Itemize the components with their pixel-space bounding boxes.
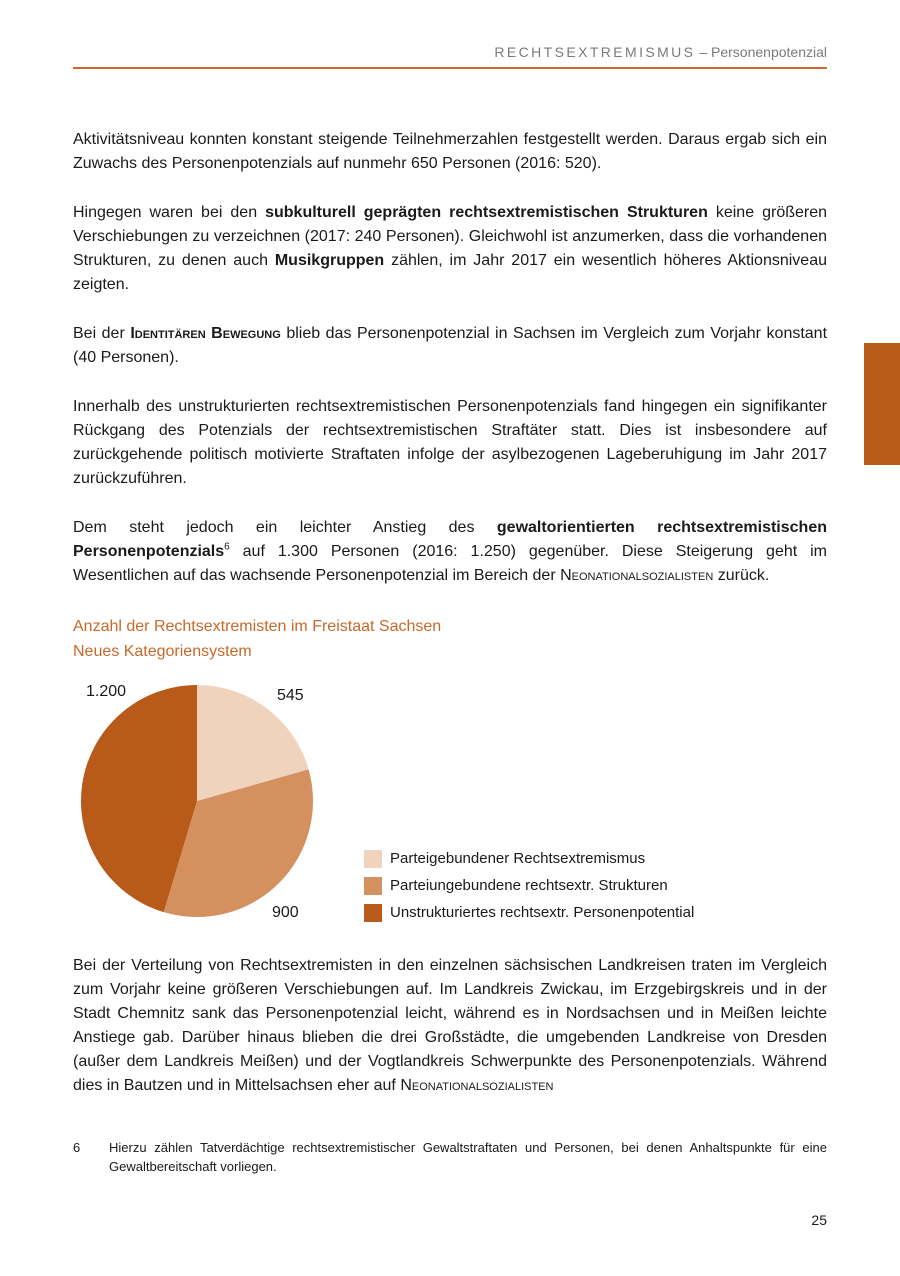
paragraph-5 [73, 516, 827, 588]
paragraph-2-text-b: keine größeren Verschiebungen zu verzeichnen (2017: 240 Personen). Gleichwohl ist anzumerken, dass die vorhandenen Strukturen, zu denen auch [73, 204, 828, 269]
header-rule [73, 67, 827, 69]
pie-label-parteiungebunden: 900 [272, 904, 299, 921]
paragraph-1-text: Aktivitätsniveau konnten konstant steigende Teilnehmerzahlen festgestellt werden. Daraus ergab sich ein Zuwachs des Personenpotenzials auf nunmehr 650 Personen (2016: 520). [73, 131, 827, 172]
paragraph-5-text-b: auf 1.300 Personen (2016: 1.250) gegenüber. Diese Steigerung geht im Wesentlichen auf das wachsende Personenpotenzial im Bereich der [73, 543, 827, 584]
legend-label-unstrukturiert: Unstrukturiertes rechtsextr. Personenpotential [390, 904, 695, 921]
paragraph-5-text-a: Dem steht jedoch ein leichter Anstieg des [73, 519, 497, 536]
paragraph-5-text-c: zurück. [713, 567, 770, 584]
paragraph-6-neonationalsozialisten: Neonationalsozialisten [400, 1077, 554, 1094]
chart-subtitle: Neues Kategoriensystem [73, 643, 252, 660]
running-header [73, 44, 827, 60]
paragraph-4 [73, 395, 827, 491]
footnote-reference-6[interactable]: 6 [224, 541, 230, 553]
paragraph-5-bold: gewaltorientierten rechtsextremistischen Personenpotenzials [73, 519, 827, 560]
paragraph-4-text: Innerhalb des unstrukturierten rechtsextremistischen Personenpotenzials fand hingegen ein signifikanter Rückgang des Potenzials der rechtsextremistischen Straftäter statt. Dies ist insbesondere auf zurückgehende politisch motivierte Straftaten infolge der asylbezogenen Lageberuhigung im Jahr 2017 zurückzuführen. [73, 398, 827, 487]
paragraph-6-text: Bei der Verteilung von Rechtsextremisten in den einzelnen sächsischen Landkreisen traten im Vergleich zum Vorjahr keine größeren Verschiebungen auf. Im Landkreis Zwickau, im Erzgebirgskreis und in der Stadt Chemnitz sank das Personenpotenzial leicht, während es in Nordsachsen und in Meißen leichte Anstiege gab. Darüber hinaus blieben die drei Großstädte, die umgebenden Landkreise von Dresden (außer dem Landkreis Meißen) und der Vogtlandkreis Schwerpunkte des Personenpotenzials. Während dies in Bautzen und in Mittelsachsen eher auf [73, 957, 827, 1094]
paragraph-6 [73, 954, 827, 1098]
paragraph-3-text-a: Bei der [73, 325, 131, 342]
paragraph-3-identitaere-bewegung: Identitären Bewegung [130, 325, 281, 342]
legend-swatch-parteigebunden [364, 850, 382, 868]
legend-swatch-unstrukturiert [364, 904, 382, 922]
legend-item-unstrukturiert [364, 899, 694, 926]
paragraph-5-neonationalsozialisten: Neonationalsozialisten [560, 567, 714, 584]
paragraph-2-text-a: Hingegen waren bei den [73, 204, 266, 221]
footnote-number: 6 [73, 1140, 81, 1155]
chart-title-block [73, 614, 441, 664]
paragraph-3 [73, 322, 827, 370]
legend-label-parteigebunden: Parteigebundener Rechtsextremismus [390, 850, 646, 867]
legend-item-parteiungebunden [364, 872, 694, 899]
pie-chart [40, 670, 350, 930]
legend-label-parteiungebunden: Parteiungebundene rechtsextr. Strukturen [390, 877, 668, 894]
chart-legend [364, 845, 694, 926]
paragraph-2-bold-musikgruppen: Musikgruppen [274, 252, 385, 269]
legend-swatch-parteiungebunden [364, 877, 382, 895]
header-subsection: Personenpotenzial [711, 44, 827, 60]
paragraph-2 [73, 201, 827, 297]
chart-title: Anzahl der Rechtsextremisten im Freistaat Sachsen [73, 618, 442, 635]
pie-label-unstrukturiert: 1.200 [86, 683, 127, 700]
paragraph-2-text-c: zählen, im Jahr 2017 ein wesentlich höheres Aktionsniveau zeigten. [73, 252, 827, 293]
pie-label-parteigebunden: 545 [277, 687, 304, 704]
paragraph-1 [73, 128, 827, 176]
paragraph-2-bold-subkulturell: subkulturell geprägten rechtsextremistischen Strukturen [265, 204, 708, 221]
header-section: RECHTSEXTREMISMUS [494, 44, 696, 60]
chapter-side-tab [864, 343, 900, 465]
footnote-text: Hierzu zählen Tatverdächtige rechtsextremistischer Gewaltstraftaten und Personen, bei denen Anhaltspunkte für eine Gewaltbereitschaft vorliegen. [109, 1140, 827, 1174]
paragraph-3-text-b: blieb das Personenpotenzial in Sachsen im Vergleich zum Vorjahr konstant (40 Personen). [73, 325, 828, 366]
page-number: 25 [811, 1212, 827, 1228]
header-separator: – [695, 44, 712, 60]
legend-item-parteigebunden [364, 845, 694, 872]
footnote-6 [73, 1138, 827, 1176]
